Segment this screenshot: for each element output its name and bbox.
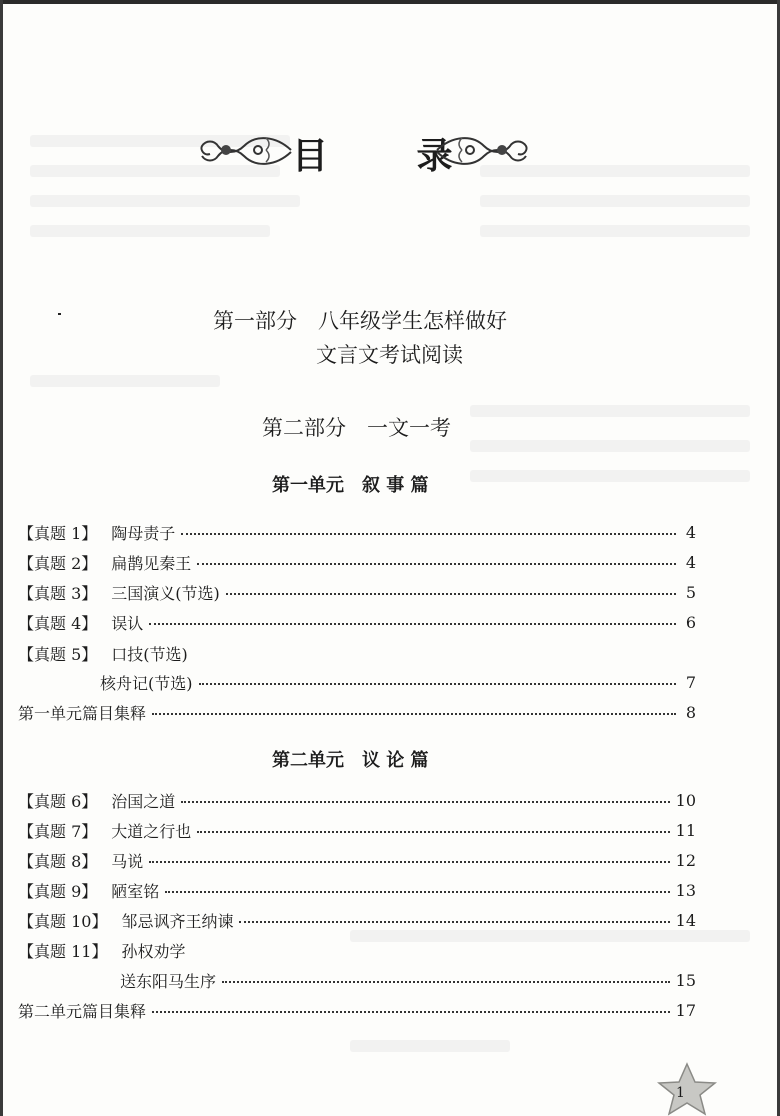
toc-entry[interactable] [18,847,696,873]
toc-entry[interactable] [18,549,696,575]
page-top-edge [0,0,780,4]
toc-summary-entry[interactable] [18,997,696,1023]
toc-entry[interactable] [18,579,696,605]
bleed-through-line [470,405,750,417]
toc-heading [0,118,780,178]
toc-entry[interactable] [18,817,696,843]
part1-title-line1: 第一部分 八年级学生怎样做好 [213,309,507,333]
dot-leader [149,623,676,625]
bleed-through-line [470,470,750,482]
toc-entry[interactable] [18,519,696,545]
dot-leader [226,593,676,595]
toc-entry[interactable] [18,787,696,813]
unit2-heading: 第二单元 议 论 篇 [272,750,429,771]
dot-leader [152,713,676,715]
summary-title: 第一单元篇目集释 [18,703,147,723]
dot-leader [197,563,676,565]
dot-leader [152,1011,670,1013]
dot-leader [197,831,669,833]
entry-page: 5 [685,582,696,602]
dot-leader [181,801,669,803]
entry-page: 12 [675,850,696,870]
toc-summary-entry[interactable] [18,699,696,725]
entry-title: 孙权劝学 [121,941,186,961]
dot-leader [222,981,670,983]
part2-title: 第二部分 一文一考 [262,416,451,440]
bleed-through-line [480,225,750,237]
entry-tag: 【真题 7】 [18,821,98,841]
entry-title: 邹忌讽齐王纳谏 [121,911,234,931]
entry-tag: 【真题 4】 [18,613,98,633]
entry-page: 7 [685,672,696,692]
print-speck [58,313,61,315]
bleed-through-line [480,195,750,207]
bleed-through-line [30,375,220,387]
entry-tag: 【真题 10】 [18,911,108,931]
dot-leader [181,533,676,535]
star-icon [655,1062,719,1116]
entry-title: 三国演义(节选) [111,583,220,603]
dot-leader [149,861,669,863]
entry-page: 14 [675,910,696,930]
entry-title: 陶母责子 [111,523,176,543]
bleed-through-line [30,225,270,237]
entry-tag: 【真题 9】 [18,881,98,901]
toc-entry[interactable] [18,609,696,635]
toc-entry[interactable] [18,877,696,903]
entry-tag: 【真题 2】 [18,553,98,573]
dot-leader [239,921,669,923]
entry-page: 6 [685,612,696,632]
entry-page: 15 [675,970,696,990]
entry-page: 13 [675,880,696,900]
toc-entry[interactable] [18,669,696,695]
left-ornament-icon [196,128,296,172]
entry-tag: 【真题 11】 [18,941,108,961]
dot-leader [165,891,669,893]
entry-title: 大道之行也 [111,821,192,841]
part1-title-line2: 文言文考试阅读 [316,343,463,367]
entry-title: 核舟记(节选) [100,673,193,693]
toc-entry[interactable] [18,937,696,963]
dot-leader [199,683,677,685]
entry-page: 11 [675,820,696,840]
entry-title: 陋室铭 [111,881,160,901]
entry-title: 马说 [111,851,144,871]
entry-title: 口技(节选) [111,644,188,664]
entry-tag: 【真题 3】 [18,583,98,603]
page-title: 目 录 [292,136,491,177]
toc-entry[interactable] [18,967,696,993]
bleed-through-line [30,195,300,207]
entry-page: 10 [675,790,696,810]
page-number: 1 [676,1085,685,1101]
summary-title: 第二单元篇目集释 [18,1001,147,1021]
entry-title: 扁鹊见秦王 [111,553,192,573]
entry-title: 误认 [111,613,144,633]
entry-tag: 【真题 5】 [18,644,98,664]
entry-tag: 【真题 1】 [18,523,98,543]
toc-entry[interactable] [18,640,696,666]
entry-tag: 【真题 8】 [18,851,98,871]
bleed-through-line [470,440,750,452]
entry-page: 4 [685,552,696,572]
entry-title: 治国之道 [111,791,176,811]
entry-tag: 【真题 6】 [18,791,98,811]
entry-page: 17 [675,1000,696,1020]
entry-title: 送东阳马生序 [120,971,217,991]
toc-entry[interactable] [18,907,696,933]
right-ornament-icon [432,128,532,172]
entry-page: 4 [685,522,696,542]
entry-page: 8 [685,702,696,722]
bleed-through-line [350,1040,510,1052]
unit1-heading: 第一单元 叙 事 篇 [272,475,429,496]
